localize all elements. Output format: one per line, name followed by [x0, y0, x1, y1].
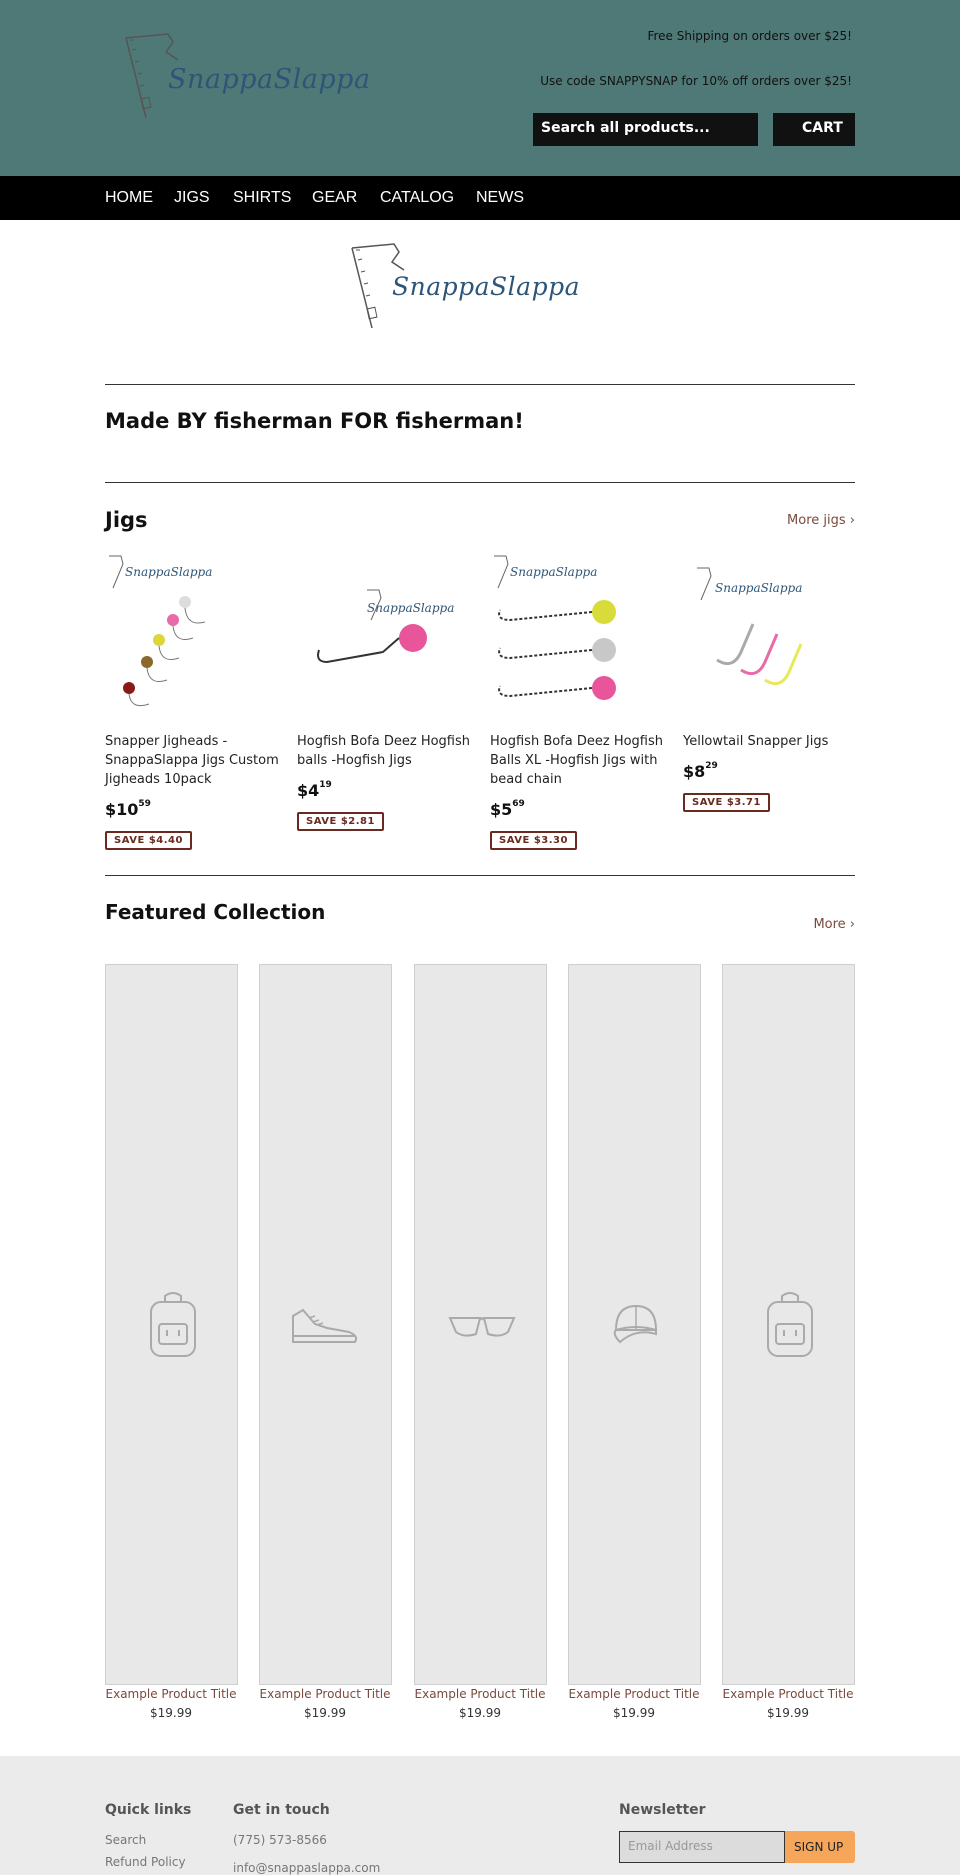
product-title[interactable]: Hogfish Bofa Deez Hogfish balls -Hogfish Jigs	[297, 734, 471, 768]
cap-icon	[606, 1290, 666, 1360]
product-card[interactable]	[568, 964, 701, 1685]
signup-button[interactable]: SIGN UP	[785, 1831, 855, 1863]
nav-item-catalog[interactable]: CATALOG	[380, 189, 455, 206]
divider	[105, 384, 855, 385]
product-card[interactable]	[259, 964, 392, 1685]
shipping-promo: Free Shipping on orders over $25!	[647, 29, 852, 43]
footer-link-search[interactable]: Search	[105, 1833, 147, 1847]
newsletter-title: Newsletter	[619, 1802, 706, 1818]
search-input[interactable]: Search all products...	[533, 113, 758, 146]
site-header	[0, 0, 960, 176]
product-price: $19.99	[304, 1706, 346, 1720]
cart-button[interactable]: CART	[773, 113, 855, 146]
save-badge: SAVE $2.81	[297, 812, 384, 831]
product-title[interactable]: Snapper Jigheads - SnappaSlappa Jigs Custom Jigheads 10pack	[105, 734, 279, 787]
product-price: $19.99	[613, 1706, 655, 1720]
product-price: $19.99	[459, 1706, 501, 1720]
product-card[interactable]	[297, 552, 477, 832]
product-image	[683, 552, 813, 712]
product-image	[297, 552, 455, 712]
nav-item-shirts[interactable]: SHIRTS	[233, 189, 292, 206]
shoe-icon	[297, 1290, 357, 1360]
product-title[interactable]: Example Product Title	[414, 1687, 546, 1701]
section-title-jigs: Jigs	[105, 508, 148, 532]
sunglasses-icon	[452, 1290, 512, 1360]
product-title[interactable]: Example Product Title	[722, 1687, 854, 1701]
svg-text:SnappaSlappa: SnappaSlappa	[715, 581, 803, 595]
product-title[interactable]: Example Product Title	[105, 1687, 237, 1701]
backpack-icon	[143, 1290, 203, 1360]
save-badge: SAVE $3.30	[490, 831, 577, 850]
product-card[interactable]	[490, 552, 670, 852]
save-badge: SAVE $4.40	[105, 831, 192, 850]
more-featured-link[interactable]: More ›	[813, 917, 855, 932]
quick-links-title: Quick links	[105, 1802, 192, 1818]
nav-item-jigs[interactable]: JIGS	[174, 189, 210, 206]
product-card[interactable]	[105, 964, 238, 1685]
product-price: $19.99	[767, 1706, 809, 1720]
product-price: $\$8^{29}$	[683, 761, 718, 781]
product-price: $\$5^{69}$	[490, 799, 525, 819]
brand-logo[interactable]	[118, 30, 371, 122]
contact-phone: (775) 573-8566	[233, 1833, 327, 1847]
contact-title: Get in touch	[233, 1802, 330, 1818]
save-badge: SAVE $3.71	[683, 793, 770, 812]
nav-item-gear[interactable]: GEAR	[312, 189, 358, 206]
hero-logo	[344, 240, 594, 332]
product-price: $\$4^{19}$	[297, 780, 332, 800]
divider	[105, 482, 855, 483]
footer-link-refund-policy[interactable]: Refund Policy	[105, 1855, 186, 1869]
product-card[interactable]	[722, 964, 855, 1685]
product-card[interactable]	[105, 552, 285, 852]
divider	[105, 875, 855, 876]
product-card[interactable]	[414, 964, 547, 1685]
product-title[interactable]: Example Product Title	[259, 1687, 391, 1701]
product-image	[490, 552, 620, 712]
product-title[interactable]: Hogfish Bofa Deez Hogfish Balls XL -Hogfish Jigs with bead chain	[490, 734, 664, 787]
brand-name: SnappaSlappa	[168, 64, 371, 95]
section-title-featured: Featured Collection	[105, 900, 326, 924]
svg-text:SnappaSlappa: SnappaSlappa	[367, 601, 455, 615]
tagline: Made BY fisherman FOR fisherman!	[105, 409, 524, 433]
backpack-icon	[760, 1290, 820, 1360]
product-title[interactable]: Example Product Title	[568, 1687, 700, 1701]
discount-promo: Use code SNAPPYSNAP for 10% off orders over $25!	[540, 74, 852, 88]
product-price: $19.99	[150, 1706, 192, 1720]
svg-text:SnappaSlappa: SnappaSlappa	[125, 565, 213, 579]
more-jigs-link[interactable]: More jigs ›	[787, 513, 855, 528]
brand-name: SnappaSlappa	[392, 272, 580, 301]
main-nav	[0, 176, 960, 220]
newsletter-email-input[interactable]: Email Address	[619, 1831, 785, 1863]
product-image	[105, 552, 235, 712]
product-price: $\$10^{59}$	[105, 799, 151, 819]
nav-item-home[interactable]: HOME	[105, 189, 153, 206]
product-card[interactable]	[683, 552, 863, 812]
nav-item-news[interactable]: NEWS	[476, 189, 524, 206]
product-title[interactable]: Yellowtail Snapper Jigs	[683, 734, 829, 749]
contact-email[interactable]: info@snappaslappa.com	[233, 1861, 381, 1875]
svg-text:SnappaSlappa: SnappaSlappa	[510, 565, 598, 579]
